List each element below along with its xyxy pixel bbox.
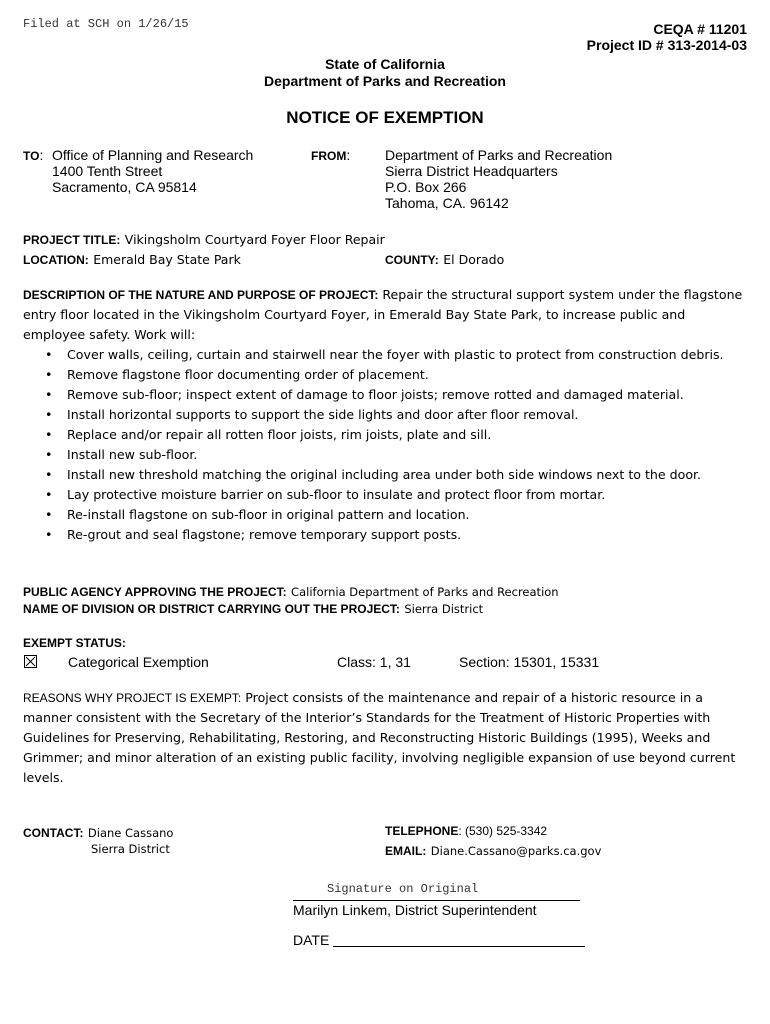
description-text: Repair the structural support system under the flagstone entry floor located in the Vikingsholm Courtyard Foyer, in Emerald Bay State Park, to increase public and employee safety. Work will: [23,287,743,342]
project-id: Project ID # 313-2014-03 [586,37,747,53]
contact-district: Sierra District [91,842,170,856]
email-label: EMAIL: [385,844,427,858]
county-row [385,251,504,269]
list-item: • Replace and/or repair all rotten floor joists, rim joists, plate and sill. [67,425,747,445]
exemption-section: Section: 15301, 15331 [459,654,600,670]
from-address [385,147,612,211]
department-heading: Department of Parks and Recreation [264,73,506,89]
reasons-section [23,688,747,788]
location-label: LOCATION: [23,253,89,267]
to-colon: : [39,147,44,163]
exemption-type: Categorical Exemption [68,654,209,670]
telephone-row [385,824,547,838]
telephone-value: : (530) 525-3342 [458,824,548,838]
list-item: • Re-install flagstone on sub-floor in original pattern and location. [67,505,747,525]
telephone-label: TELEPHONE [385,824,459,838]
from-line-3: P.O. Box 266 [385,179,467,195]
email-row [385,842,601,860]
project-title-row [23,231,385,249]
from-label: FROM [311,149,347,163]
to-address [52,147,253,195]
email-value: Diane.Cassano@parks.ca.gov [430,844,602,858]
signer-name: Marilyn Linkem, District Superintendent [293,902,537,918]
date-label: DATE [293,932,330,948]
ceqa-number: CEQA # 11201 [653,21,747,37]
reasons-text: Project consists of the maintenance and repair of a historic resource in a manner consistent with the Secretary of the Interior’s Standards for the Treatment of Historic Properties with Guidelines for Preserving, Rehabilitating, Restoring, and Reconstructing Historic Buildings (1995), Weeks and Grimmer; and minor alteration of an existing public facility, involving negligible expansion of use beyond current levels. [23,690,736,785]
project-title-value: Vikingsholm Courtyard Foyer Floor Repair [124,232,385,247]
signature-note: Signature on Original [327,882,479,896]
to-block [23,147,43,163]
state-heading: State of California [325,56,445,72]
categorical-exemption-checkbox[interactable] [24,655,37,668]
from-line-2: Sierra District Headquarters [385,163,558,179]
approving-agency-row [23,583,559,601]
from-label-block [311,147,350,163]
list-item: • Lay protective moisture barrier on sub-floor to insulate and protect floor from mortar. [67,485,747,505]
county-label: COUNTY: [385,253,439,267]
list-item: • Remove flagstone floor documenting order of placement. [67,365,747,385]
exemption-class: Class: 1, 31 [337,654,411,670]
from-line-4: Tahoma, CA. 96142 [385,195,509,211]
date-line [333,946,585,947]
from-line-1: Department of Parks and Recreation [385,147,613,163]
from-colon: : [346,147,351,163]
to-line-3: Sacramento, CA 95814 [52,179,197,195]
check-x-icon [25,656,36,667]
list-item: • Re-grout and seal flagstone; remove temporary support posts. [67,525,747,545]
contact-label: CONTACT: [23,826,84,840]
project-title-label: PROJECT TITLE: [23,233,121,247]
filed-stamp: Filed at SCH on 1/26/15 [23,17,189,31]
list-item: • Install horizontal supports to support the side lights and door after floor removal. [67,405,747,425]
document-title: NOTICE OF EXEMPTION [286,108,484,127]
list-item: • Install new threshold matching the original including area under both side windows next to the door. [67,465,747,485]
division-label: NAME OF DIVISION OR DISTRICT CARRYING OUT THE PROJECT: [23,602,400,616]
approving-agency-value: California Department of Parks and Recreation [291,585,559,599]
location-row [23,251,241,269]
list-item: • Remove sub-floor; inspect extent of damage to floor joists; remove rotted and damaged material. [67,385,747,405]
county-value: El Dorado [443,252,505,267]
division-row [23,600,483,618]
contact-row [23,824,173,842]
exempt-status-label: EXEMPT STATUS: [23,636,126,650]
description-list [23,345,747,545]
approving-agency-label: PUBLIC AGENCY APPROVING THE PROJECT: [23,585,287,599]
signature-line [293,900,580,901]
to-label: TO [23,149,40,163]
contact-name: Diane Cassano [87,826,174,840]
description-section [23,285,747,545]
description-label: DESCRIPTION OF THE NATURE AND PURPOSE OF PROJECT: [23,288,379,302]
location-value: Emerald Bay State Park [93,252,241,267]
to-line-1: Office of Planning and Research [52,147,254,163]
division-value: Sierra District [404,602,484,616]
to-line-2: 1400 Tenth Street [52,163,163,179]
list-item: • Install new sub-floor. [67,445,747,465]
reasons-label: REASONS WHY PROJECT IS EXEMPT: [23,691,242,705]
list-item: • Cover walls, ceiling, curtain and stairwell near the foyer with plastic to protect from construction debris. [67,345,747,365]
